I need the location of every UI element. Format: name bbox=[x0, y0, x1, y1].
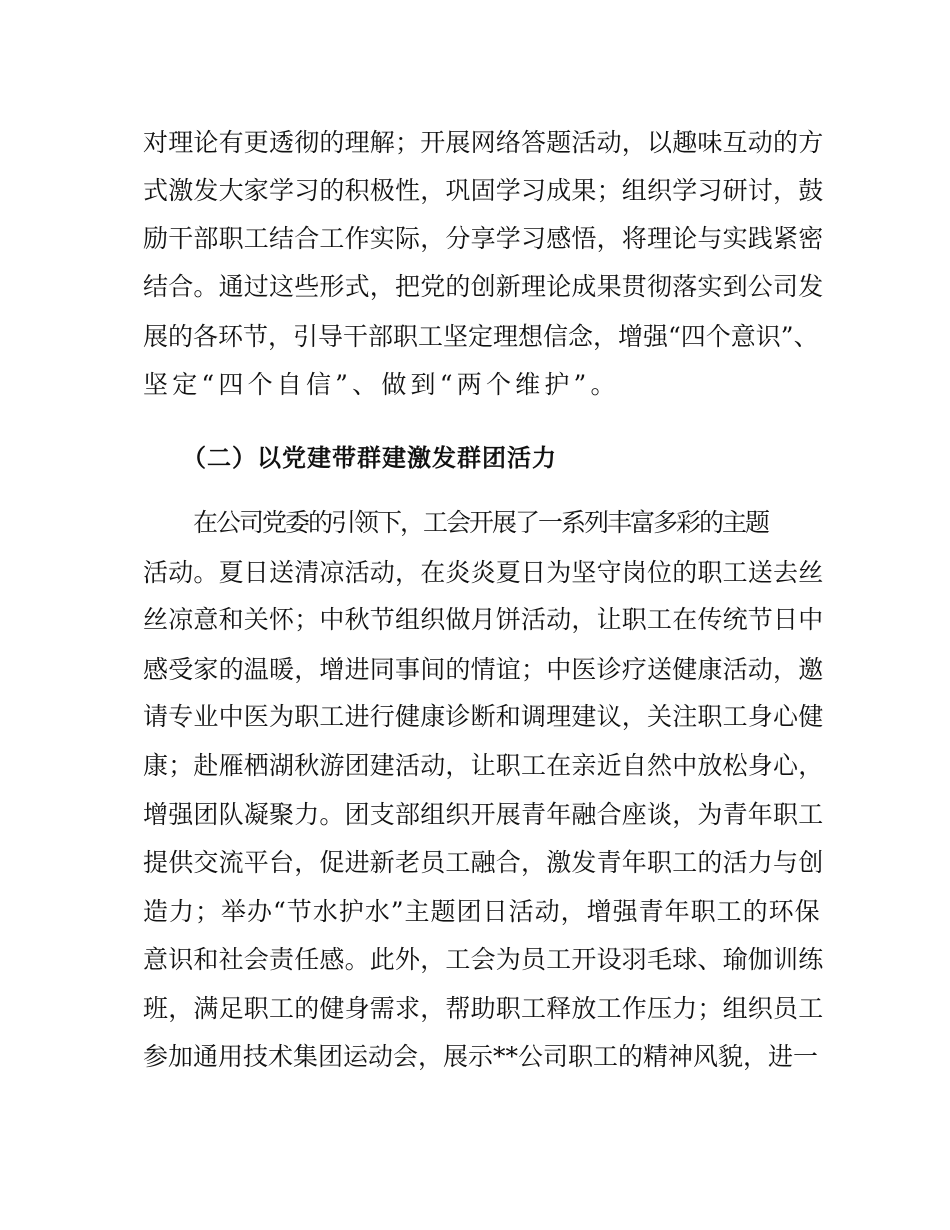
paragraph-line: 展的各环节，引导干部职工坚定理想信念，增强“四个意识”、 bbox=[143, 322, 819, 351]
paragraph-line: 提供交流平台，促进新老员工融合，激发青年职工的活力与创 bbox=[143, 848, 824, 877]
section-heading: （二）以党建带群建激发群团活力 bbox=[182, 444, 557, 472]
paragraph-line: 在公司党委的引领下，工会开展了一系列丰富多彩的主题 bbox=[193, 508, 769, 537]
paragraph-line: 丝凉意和关怀；中秋节组织做月饼活动，让职工在传统节日中 bbox=[143, 605, 824, 634]
paragraph-line: 对理论有更透彻的理解；开展网络答题活动，以趣味互动的方 bbox=[143, 128, 824, 157]
paragraph-line: 增强团队凝聚力。团支部组织开展青年融合座谈，为青年职工 bbox=[143, 800, 824, 829]
paragraph-line: 意识和社会责任感。此外，工会为员工开设羽毛球、瑜伽训练 bbox=[143, 945, 824, 974]
paragraph-line: 参加通用技术集团运动会，展示**公司职工的精神风貌，进一 bbox=[143, 1042, 819, 1071]
paragraph-line: 式激发大家学习的积极性，巩固学习成果；组织学习研讨，鼓 bbox=[143, 176, 824, 205]
paragraph-line: 感受家的温暖，增进同事间的情谊；中医诊疗送健康活动，邀 bbox=[143, 655, 824, 684]
paragraph-line: 造力；举办“节水护水”主题团日活动，增强青年职工的环保 bbox=[143, 897, 821, 926]
paragraph-line: 结合。通过这些形式，把党的创新理论成果贯彻落实到公司发 bbox=[143, 272, 824, 301]
paragraph-line: 请专业中医为职工进行健康诊断和调理建议，关注职工身心健 bbox=[143, 702, 824, 731]
paragraph-line: 励干部职工结合工作实际，分享学习感悟，将理论与实践紧密 bbox=[143, 224, 824, 253]
paragraph-line: 康；赴雁栖湖秋游团建活动，让职工在亲近自然中放松身心， bbox=[143, 751, 824, 780]
paragraph-line: 班，满足职工的健身需求，帮助职工释放工作压力；组织员工 bbox=[143, 994, 824, 1023]
paragraph-line: 活动。夏日送清凉活动，在炎炎夏日为坚守岗位的职工送去丝 bbox=[143, 558, 824, 587]
paragraph-line: 坚定“四个自信”、做到“两个维护”。 bbox=[143, 370, 620, 399]
